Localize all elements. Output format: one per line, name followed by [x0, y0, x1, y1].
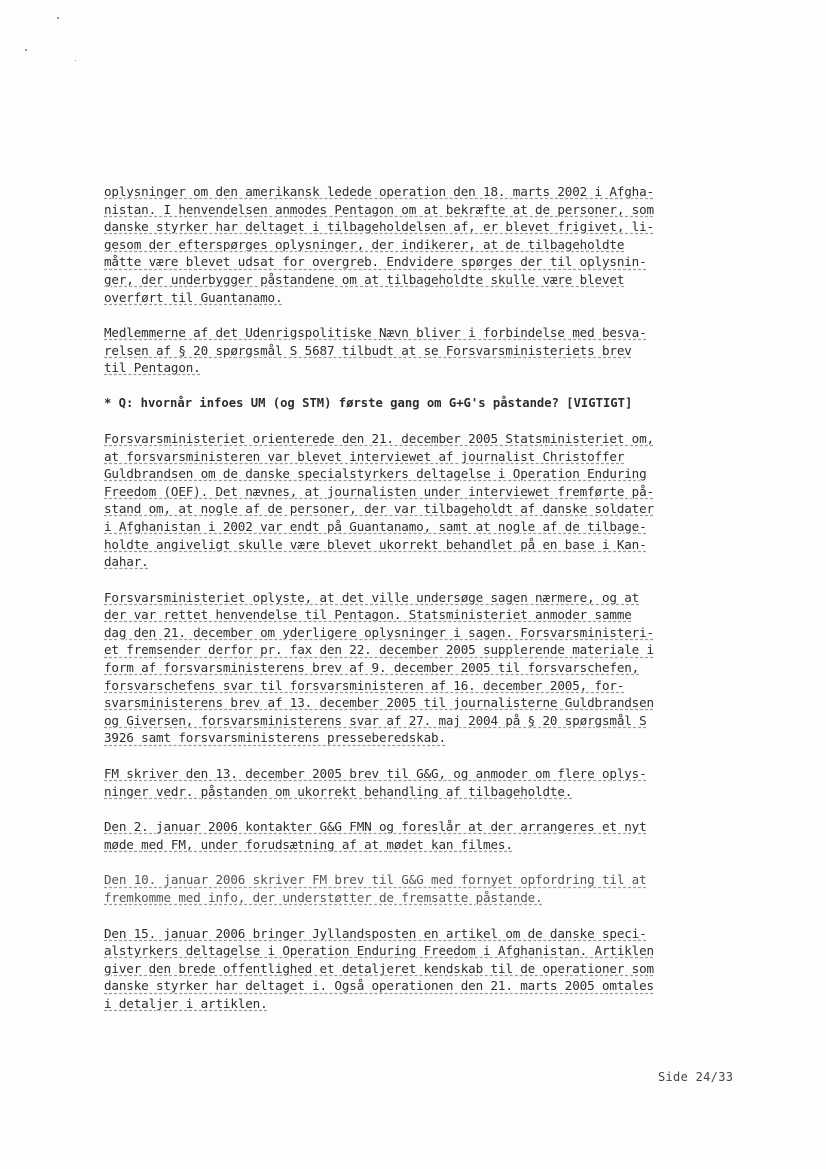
text-line: fremkomme med info, der understøtter de fremsatte påstande.: [104, 890, 543, 905]
text-line: Forsvarsministeriet oplyste, at det ville undersøge sagen nærmere, og at: [104, 589, 640, 605]
text-line: dag den 21. december om yderligere oplysninger i sagen. Forsvarsministeri-: [104, 624, 654, 640]
text-line: 3926 samt forsvarsministerens presseberedskab.: [104, 730, 446, 746]
paragraph: [104, 589, 744, 747]
text-line: ger, der underbygger påstandene om at tilbageholdte skulle være blevet: [104, 271, 625, 287]
text-line: til Pentagon.: [104, 360, 201, 376]
text-line: der var rettet henvendelse til Pentagon. Statsministeriet anmoder samme: [104, 607, 632, 623]
text-line: giver den brede offentlighed et detaljeret kendskab til de operationer som: [104, 960, 654, 976]
text-line: Den 10. januar 2006 skriver FM brev til G&G med fornyet opfordring til at: [104, 872, 647, 888]
text-line: danske styrker har deltaget i. Også operationen den 21. marts 2005 omtales: [104, 978, 654, 994]
text-line: oplysninger om den amerikansk ledede operation den 18. marts 2002 i Afgha-: [104, 184, 654, 199]
text-line: overført til Guantanamo.: [104, 289, 283, 305]
text-line: Medlemmerne af det Udenrigspolitiske Nævn bliver i forbindelse med besva-: [104, 325, 647, 341]
paragraph: [104, 925, 744, 1013]
text-line: form af forsvarsministerens brev af 9. december 2005 til forsvarschefen,: [104, 660, 640, 676]
paragraph: [104, 871, 744, 906]
text-line: i detaljer i artiklen.: [104, 995, 268, 1011]
text-line: stand om, at nogle af de personer, der var tilbageholdt af danske soldater: [104, 501, 654, 517]
page-number: Side 24/33: [658, 1070, 734, 1084]
text-line: i Afghanistan i 2002 var endt på Guantanamo, samt at nogle af de tilbage-: [104, 518, 647, 534]
text-line: at forsvarsministeren var blevet interviewet af journalist Christoffer: [104, 448, 625, 464]
text-line: svarsministerens brev af 13. december 2005 til journalisterne Guldbrandsen: [104, 695, 654, 711]
text-line: et fremsender derfor pr. fax den 22. december 2005 supplerende materiale i: [104, 642, 654, 658]
text-line: ninger vedr. påstanden om ukorrekt behandling af tilbageholdte.: [104, 783, 573, 799]
paragraph: [104, 324, 744, 377]
scan-speck: [57, 17, 59, 19]
text-line: møde med FM, under forudsætning af at mødet kan filmes.: [104, 836, 513, 852]
text-line: nistan. I henvendelsen anmodes Pentagon om at bekræfte at de personer, som: [104, 201, 654, 217]
scan-speck: [25, 49, 27, 51]
paragraph-group-after: [104, 430, 744, 1013]
text-line: relsen af § 20 spørgsmål S 5687 tilbudt at se Forsvarsministeriets brev: [104, 342, 632, 358]
text-line: Den 15. januar 2006 bringer Jyllandsposten en artikel om de danske speci-: [104, 925, 647, 941]
text-line: forsvarschefens svar til forsvarsministeren af 16. december 2005, for-: [104, 677, 625, 693]
paragraph-group-before: [104, 183, 744, 377]
text-line: Guldbrandsen om de danske specialstyrkers deltagelse i Operation Enduring: [104, 466, 647, 482]
text-line: FM skriver den 13. december 2005 brev til G&G, og anmoder om flere oplys-: [104, 766, 647, 782]
text-line: Den 2. januar 2006 kontakter G&G FMN og foreslår at der arrangeres et nyt: [104, 819, 647, 835]
text-line: Freedom (OEF). Det nævnes, at journalisten under interviewet fremførte på-: [104, 483, 654, 499]
scan-speck: [75, 60, 76, 61]
text-line: og Giversen, forsvarsministerens svar af 27. maj 2004 på § 20 spørgsmål S: [104, 712, 647, 728]
paragraph: [104, 430, 744, 571]
paragraph: [104, 183, 744, 306]
paragraph: [104, 818, 744, 853]
text-line: dahar.: [104, 554, 149, 570]
paragraph: [104, 765, 744, 800]
question-note: * Q: hvornår infoes UM (og STM) første gang om G+G's påstande? [VIGTIGT]: [104, 395, 633, 410]
text-line: holdte angiveligt skulle være blevet ukorrekt behandlet på en base i Kan-: [104, 536, 647, 552]
text-line: alstyrkers deltagelse i Operation Enduring Freedom i Afghanistan. Artiklen: [104, 943, 654, 959]
document-body: [104, 183, 744, 1031]
text-line: Forsvarsministeriet orienterede den 21. december 2005 Statsministeriet om,: [104, 430, 654, 446]
text-line: danske styrker har deltaget i tilbageholdelsen af, er blevet frigivet, li-: [104, 219, 654, 235]
text-line: gesom der efterspørges oplysninger, der indikerer, at de tilbageholdte: [104, 236, 625, 252]
text-line: måtte være blevet udsat for overgreb. Endvidere spørges der til oplysnin-: [104, 254, 647, 270]
